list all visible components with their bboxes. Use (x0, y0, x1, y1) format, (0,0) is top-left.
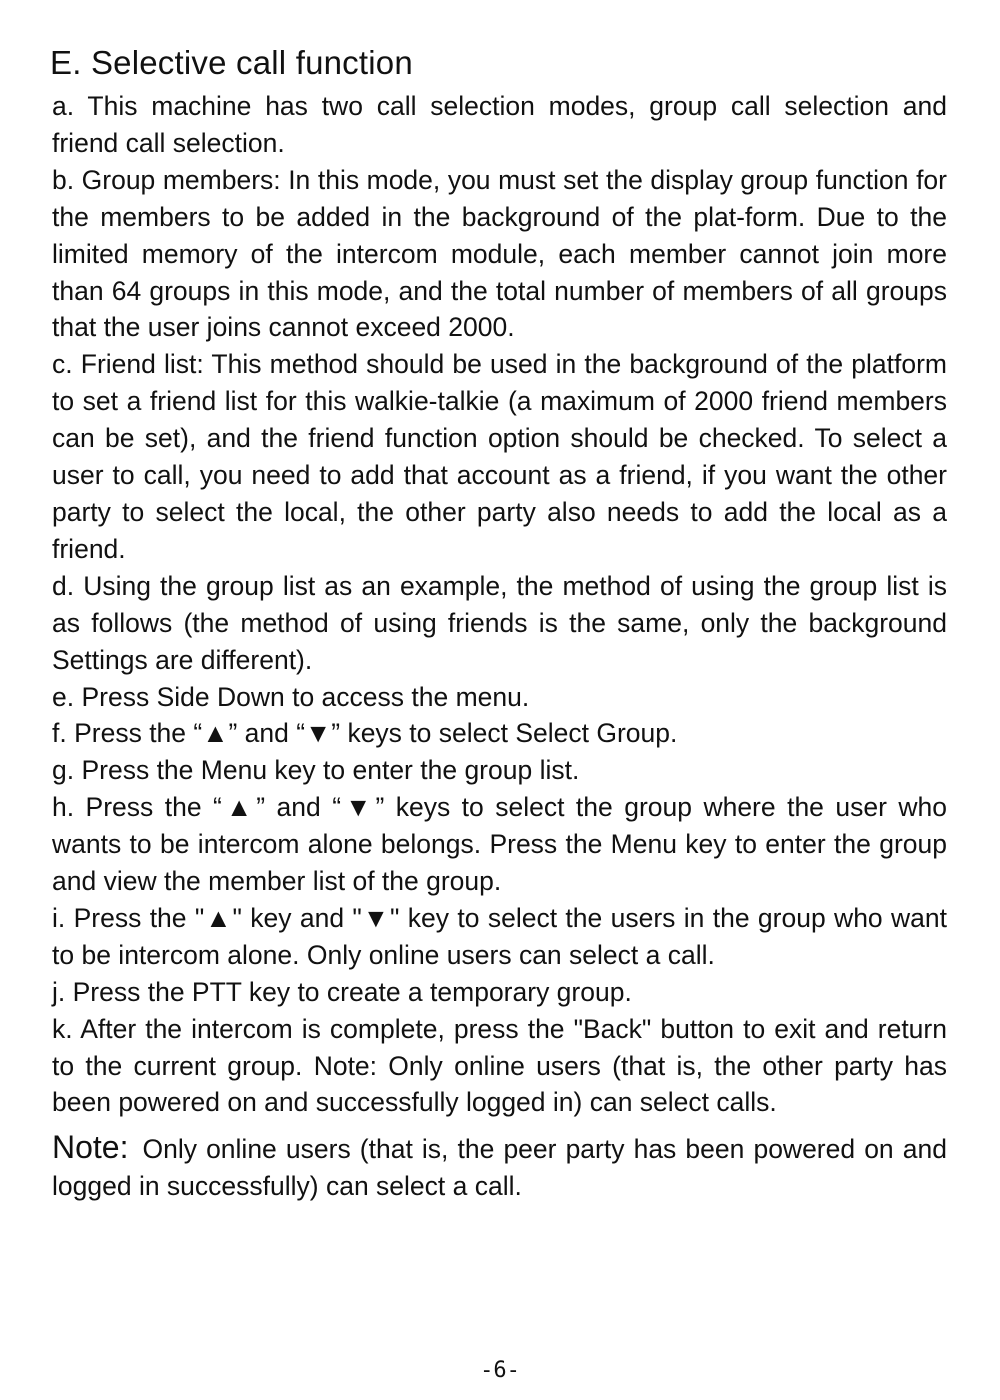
note-text: Only online users (that is, the peer party has been powered on and logged in successfully) can select a call. (52, 1134, 947, 1202)
instruction-paragraph-b: b. Group members: In this mode, you must set the display group function for the members to be added in the background of the plat-form. Due to the limited memory of the intercom module, each member cannot join more than 64 groups in this mode, and the total number of members of all groups that the user joins cannot exceed 2000. (52, 164, 947, 343)
instruction-paragraph-i: i. Press the "▲" key and "▼" key to select the users in the group who want to be intercom alone. Only online users can select a call. (52, 902, 947, 970)
note-label: Note: (52, 1129, 129, 1166)
page-number: -6- (480, 1358, 520, 1383)
manual-page (52, 40, 947, 1205)
instruction-paragraph-h: h. Press the “▲” and “▼” keys to select the group where the user who wants to be intercom alone belongs. Press the Menu key to enter the group and view the member list of the group. (52, 792, 947, 897)
instruction-paragraph-k: k. After the intercom is complete, press the "Back" button to exit and return to the current group. Note: Only online users (that is, the other party has been powered on and successfully logged in) can select calls. (52, 1013, 947, 1118)
note-block (52, 1129, 947, 1205)
instruction-paragraph-e: e. Press Side Down to access the menu. (52, 681, 530, 712)
instruction-paragraph-a: a. This machine has two call selection modes, group call selection and friend call selection. (52, 91, 947, 158)
instruction-paragraph-c: c. Friend list: This method should be used in the background of the platform to set a friend list for this walkie-talkie (a maximum of 2000 friend members can be set), and the friend function option should be checked. To select a user to call, you need to add that account as a friend, if you want the other party to select the local, the other party also needs to add the local as a friend. (52, 349, 947, 564)
instruction-paragraph-d: d. Using the group list as an example, the method of using the group list is as follows (the method of using friends is the same, only the background Settings are different). (52, 570, 947, 675)
instruction-paragraph-j: j. Press the PTT key to create a temporary group. (52, 976, 632, 1007)
section-title: E. Selective call function (50, 44, 413, 81)
instruction-paragraph-g: g. Press the Menu key to enter the group list. (52, 755, 580, 786)
instruction-paragraph-f: f. Press the “▲” and “▼” keys to select Select Group. (52, 718, 678, 749)
instruction-list (52, 88, 947, 1121)
